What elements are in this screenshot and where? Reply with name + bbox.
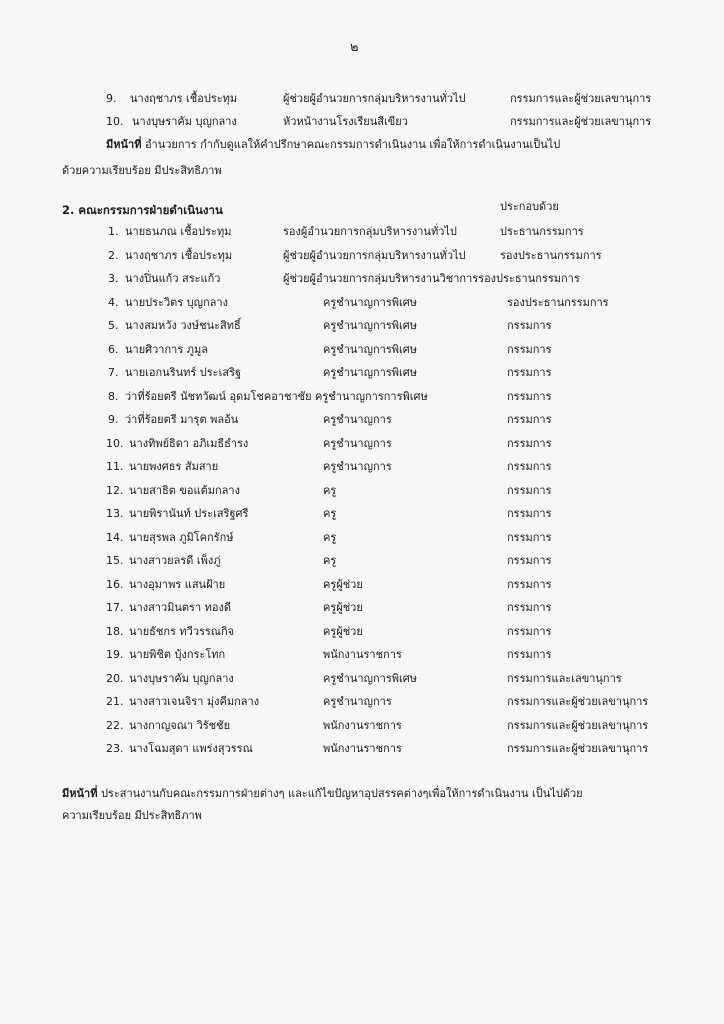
duty-paragraph-1-line-1 xyxy=(106,133,560,156)
member-position: ครูชำนาญการ xyxy=(323,695,392,708)
member-row xyxy=(0,481,724,501)
member-role: กรรมการ xyxy=(507,460,552,473)
member-number: 7. xyxy=(108,366,119,379)
member-role: กรรมการและผู้ช่วยเลขานุการ xyxy=(510,92,652,105)
duty-paragraph-2-line-1 xyxy=(62,782,583,805)
member-number: 13. xyxy=(106,507,124,520)
member-row xyxy=(0,645,724,665)
member-role: กรรมการและผู้ช่วยเลขานุการ xyxy=(510,115,652,128)
member-name: นางกาญจณา วิรัชชัย xyxy=(129,718,231,732)
member-role: กรรมการ xyxy=(507,624,552,638)
member-row xyxy=(0,293,724,313)
member-name: ว่าที่ร้อยตรี นัชทวัฒน์ อุดมโชคอาชาชัย ครูชำนาญการการพิเศษ xyxy=(125,389,428,403)
member-position: หัวหน้างานโรงเรียนสีเขียว xyxy=(283,115,408,128)
member-position: ครูชำนาญการ xyxy=(323,460,392,473)
member-role: กรรมการ xyxy=(507,554,552,567)
member-name: นางสาวเจนจิรา มุ่งคีมกลาง xyxy=(129,695,260,708)
member-number: 8. xyxy=(108,389,119,403)
member-name: นางบุษราคัม บุญกลาง xyxy=(132,115,237,128)
member-position: ครู xyxy=(323,530,337,544)
member-position: ผู้ช่วยผู้อำนวยการกลุ่มบริหารงานวิชาการรองประธานกรรมการ xyxy=(283,272,580,285)
member-position: ครูชำนาญการ xyxy=(323,413,392,426)
member-name: นายศิวาการ ภูมูล xyxy=(125,342,208,356)
member-position: ผู้ช่วยผู้อำนวยการกลุ่มบริหารงานทั่วไป xyxy=(283,92,466,105)
member-number: 5. xyxy=(108,319,119,332)
member-row xyxy=(0,363,724,383)
member-position: พนักงานราชการ xyxy=(323,648,402,661)
member-number: 18. xyxy=(106,624,124,638)
member-name: ว่าที่ร้อยตรี มารุต พลอ้น xyxy=(125,413,239,426)
member-role: กรรมการ xyxy=(507,319,552,332)
member-number: 4. xyxy=(108,295,119,309)
member-number: 3. xyxy=(108,272,119,285)
member-name: นายพิรานันท์ ประเสริฐศรี xyxy=(129,507,249,520)
member-position: ครูชำนาญการพิเศษ xyxy=(323,319,417,332)
member-number: 10. xyxy=(106,115,124,128)
member-number: 16. xyxy=(106,577,124,591)
member-row xyxy=(0,410,724,430)
member-row xyxy=(0,575,724,595)
top-member-row xyxy=(0,89,724,109)
member-number: 23. xyxy=(106,742,124,755)
duty-text: ประสานงานกับคณะกรรมการฝ่ายต่างๆ และแก้ไขปัญหาอุปสรรคต่างๆเพื่อให้การดำเนินงาน เป็นไปด้วย xyxy=(97,787,583,800)
member-name: นางบุษราคัม บุญกลาง xyxy=(129,671,234,685)
member-number: 1. xyxy=(108,225,119,238)
member-position: พนักงานราชการ xyxy=(323,718,402,732)
member-role: กรรมการ xyxy=(507,389,552,403)
member-position: ครู xyxy=(323,483,337,497)
member-role: กรรมการ xyxy=(507,577,552,591)
member-role: กรรมการ xyxy=(507,436,552,450)
member-name: นายธนภณ เชื้อประทุม xyxy=(125,225,232,238)
member-position: ครูชำนาญการพิเศษ xyxy=(323,342,417,356)
member-row xyxy=(0,716,724,736)
member-role: กรรมการ xyxy=(507,366,552,379)
member-name: นายเอกนรินทร์ ประเสริฐ xyxy=(125,366,242,379)
member-number: 9. xyxy=(106,92,117,105)
member-name: นางปิ่นแก้ว สระแก้ว xyxy=(125,272,221,285)
member-number: 12. xyxy=(106,483,124,497)
member-role: กรรมการ xyxy=(507,507,552,520)
member-role: กรรมการและผู้ช่วยเลขานุการ xyxy=(507,742,649,755)
member-role: กรรมการ xyxy=(507,648,552,661)
duty-paragraph-1-line-2: ด้วยความเรียบร้อย มีประสิทธิภาพ xyxy=(62,164,222,177)
member-number: 19. xyxy=(106,648,124,661)
member-row xyxy=(0,504,724,524)
member-name: นายประวิตร บุญกลาง xyxy=(125,295,228,309)
duty-text: อำนวยการ กำกับดูแลให้คำปรึกษาคณะกรรมการดำเนินงาน เพื่อให้การดำเนินงานเป็นไป xyxy=(141,138,561,151)
member-position: ครูผู้ช่วย xyxy=(323,624,363,638)
member-row xyxy=(0,669,724,689)
top-member-row xyxy=(0,112,724,132)
member-number: 17. xyxy=(106,601,124,614)
member-number: 15. xyxy=(106,554,124,567)
consists-of-label: ประกอบด้วย xyxy=(500,200,559,213)
member-role: ประธานกรรมการ xyxy=(500,225,584,238)
member-number: 9. xyxy=(108,413,119,426)
member-name: นางสาวยลรดี เพ็งภู่ xyxy=(129,554,221,567)
member-role: กรรมการ xyxy=(507,601,552,614)
member-number: 11. xyxy=(106,460,124,473)
member-number: 22. xyxy=(106,718,124,732)
duty-paragraph-2-line-2: ความเรียบร้อย มีประสิทธิภาพ xyxy=(62,809,202,822)
member-row xyxy=(0,692,724,712)
member-position: พนักงานราชการ xyxy=(323,742,402,755)
member-name: นางฤชาภร เชื้อประทุม xyxy=(130,92,238,105)
member-name: นางสาวมินตรา ทองดี xyxy=(129,601,232,614)
section-2-heading: 2. คณะกรรมการฝ่ายดำเนินงาน xyxy=(62,203,223,217)
member-name: นายพงศธร สัมสาย xyxy=(129,460,219,473)
member-row xyxy=(0,340,724,360)
member-role: กรรมการและผู้ช่วยเลขานุการ xyxy=(507,718,649,732)
member-role: กรรมการ xyxy=(507,413,552,426)
member-role: กรรมการ xyxy=(507,530,552,544)
member-position: ครูชำนาญการพิเศษ xyxy=(323,366,417,379)
member-row xyxy=(0,551,724,571)
member-row xyxy=(0,222,724,242)
member-position: รองผู้อำนวยการกลุ่มบริหารงานทั่วไป xyxy=(283,225,457,238)
member-number: 20. xyxy=(106,671,124,685)
member-position: ครูชำนาญการพิเศษ xyxy=(323,295,417,309)
member-position: ครูชำนาญการ xyxy=(323,436,392,450)
member-name: นางโฉมสุดา แพร่งสุวรรณ xyxy=(129,742,253,755)
member-role: กรรมการและเลขานุการ xyxy=(507,671,622,685)
member-role: กรรมการและผู้ช่วยเลขานุการ xyxy=(507,695,649,708)
member-number: 6. xyxy=(108,342,119,356)
member-role: รองประธานกรรมการ xyxy=(500,248,602,262)
member-row xyxy=(0,387,724,407)
member-name: นางฤชาภร เชื้อประทุม xyxy=(125,248,233,262)
member-position: ครูผู้ช่วย xyxy=(323,577,363,591)
member-row xyxy=(0,739,724,759)
member-position: ครู xyxy=(323,507,337,520)
member-role: กรรมการ xyxy=(507,342,552,356)
member-name: นายธัชกร ทวีวรรณกิจ xyxy=(129,624,235,638)
page-number: ๒ xyxy=(350,40,359,55)
member-row xyxy=(0,316,724,336)
member-role: กรรมการ xyxy=(507,483,552,497)
member-number: 2. xyxy=(108,248,119,262)
member-number: 10. xyxy=(106,436,124,450)
member-position: ครูชำนาญการพิเศษ xyxy=(323,671,417,685)
member-row xyxy=(0,246,724,266)
member-row xyxy=(0,528,724,548)
member-row xyxy=(0,434,724,454)
member-name: นางอุมาพร แสนฝ้าย xyxy=(129,577,226,591)
member-row xyxy=(0,457,724,477)
member-position: ครู xyxy=(323,554,337,567)
member-name: นางทิพย์ธิดา อภิเมธีธำรง xyxy=(129,436,249,450)
member-number: 14. xyxy=(106,530,124,544)
member-name: นายสุรพล ภูมิโคกรักษ์ xyxy=(129,530,234,544)
member-position: ผู้ช่วยผู้อำนวยการกลุ่มบริหารงานทั่วไป xyxy=(283,248,466,262)
member-row xyxy=(0,598,724,618)
member-number: 21. xyxy=(106,695,124,708)
member-row xyxy=(0,269,724,289)
member-role: รองประธานกรรมการ xyxy=(507,295,609,309)
member-name: นายสาธิต ขอแต้มกลาง xyxy=(129,483,240,497)
duty-label: มีหน้าที่ xyxy=(106,138,142,151)
member-name: นางสมหวัง วงษ์ชนะสิทธิ์ xyxy=(125,319,241,332)
duty-label: มีหน้าที่ xyxy=(62,787,98,800)
member-name: นายพิชิต บุ้งกระโทก xyxy=(129,648,226,661)
member-position: ครูผู้ช่วย xyxy=(323,601,363,614)
member-row xyxy=(0,622,724,642)
